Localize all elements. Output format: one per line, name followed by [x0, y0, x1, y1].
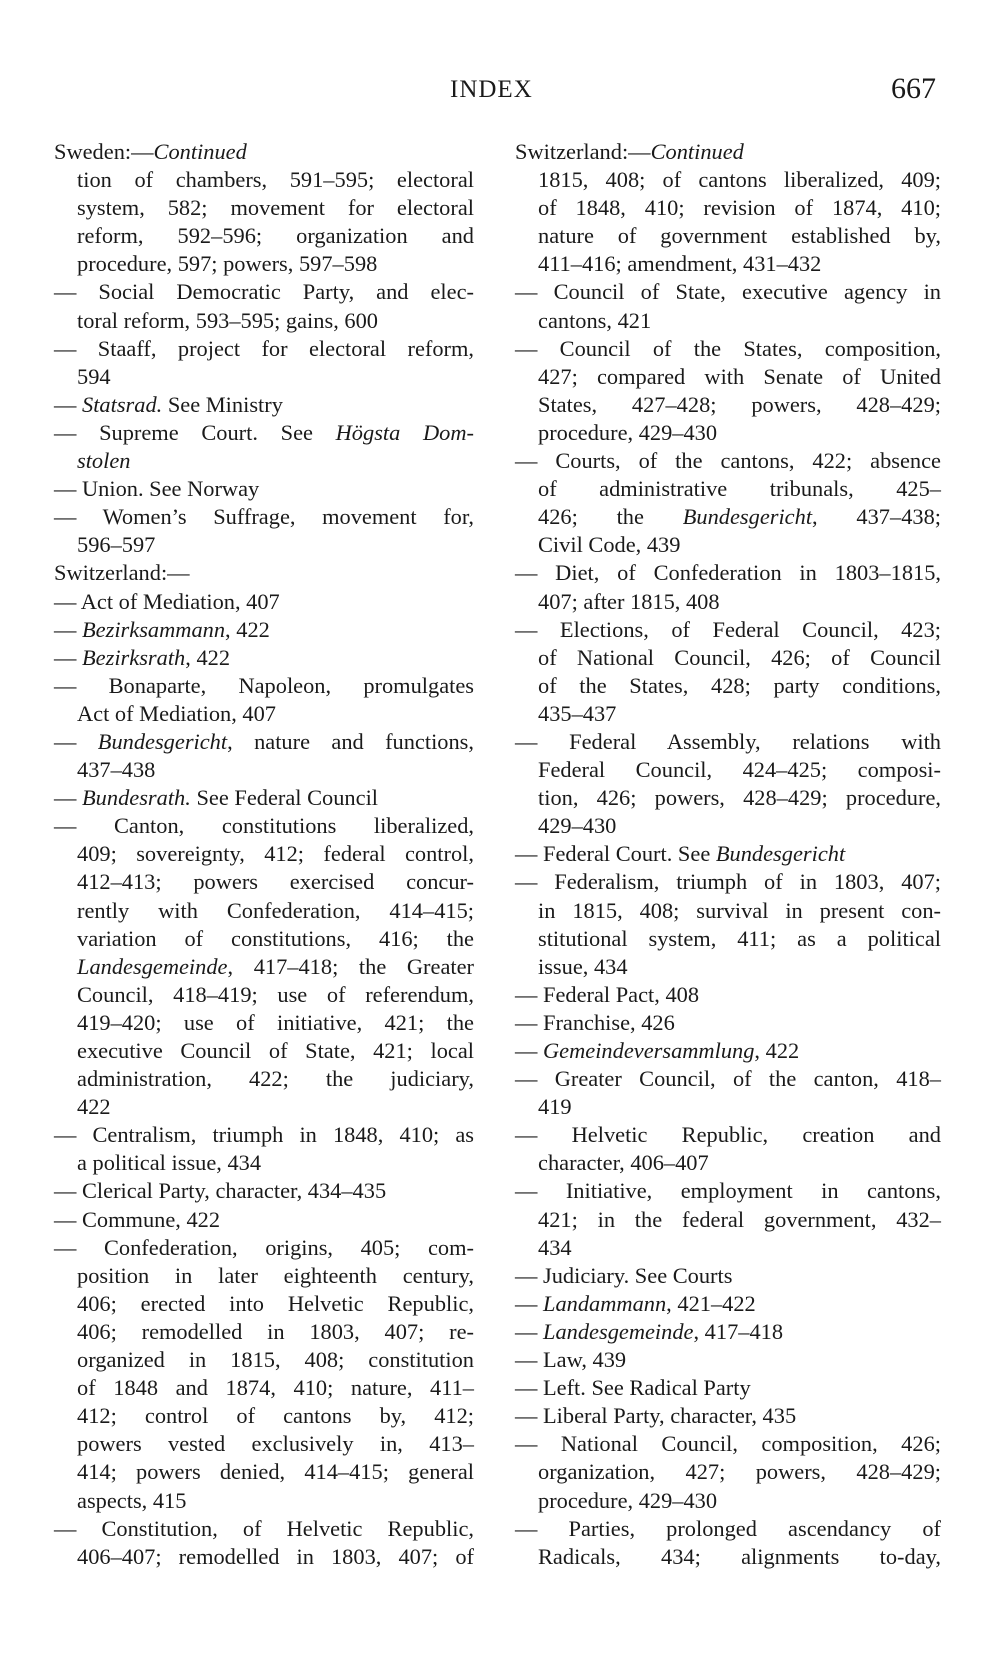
index-entry-line: — Union. See Norway — [54, 476, 260, 502]
index-entry-line: — Helvetic Republic, creation and — [515, 1122, 941, 1148]
index-entry-line: — Federalism, triumph of in 1803, 407; — [515, 869, 941, 895]
index-continuation-line: administration, 422; the judiciary, — [77, 1066, 474, 1092]
index-entry-line: — Federal Pact, 408 — [515, 981, 700, 1007]
index-entry-line: — Federal Assembly, relations with — [515, 728, 941, 754]
page-header — [0, 72, 1000, 116]
index-continuation-line: issue, 434 — [538, 953, 628, 979]
index-continuation-line: 419–420; use of initiative, 421; the — [77, 1009, 474, 1035]
index-continuation-line: stitutional system, 411; as a political — [538, 925, 941, 951]
index-continuation-line: executive Council of State, 421; local — [77, 1038, 474, 1063]
index-continuation-line: powers vested exclusively in, 413– — [77, 1431, 474, 1457]
index-entry-line: — Commune, 422 — [54, 1206, 221, 1232]
index-continuation-line: of the States, 428; party conditions, — [538, 672, 941, 698]
index-entry-line: — Bonaparte, Napoleon, promulgates — [54, 672, 474, 698]
index-continuation-line: Council, 418–419; use of referendum, — [77, 981, 474, 1007]
index-entry-line: — Canton, constitutions liberalized, — [54, 813, 474, 839]
index-continuation-line: nature of government established by, — [538, 223, 941, 249]
index-entry-line: — Courts, of the cantons, 422; absence — [515, 448, 941, 474]
index-entry-line: — Centralism, triumph in 1848, 410; as — [54, 1122, 474, 1148]
index-continuation-line: of 1848, 410; revision of 1874, 410; — [538, 195, 941, 221]
index-continuation-line: 421; in the federal government, 432– — [538, 1206, 941, 1232]
index-entry-line: — Bezirksrath, 422 — [54, 644, 231, 670]
index-continuation-line: 406; remodelled in 1803, 407; re- — [77, 1318, 474, 1344]
index-continuation-line: 412; control of cantons by, 412; — [77, 1403, 474, 1429]
index-entry-line: — Landammann, 421–422 — [515, 1290, 756, 1316]
index-entry-line: — Diet, of Confederation in 1803–1815, — [515, 560, 941, 586]
index-continuation-line: stolen — [77, 448, 131, 474]
index-continuation-line: in 1815, 408; survival in present con- — [538, 897, 941, 923]
index-continuation-line: Federal Council, 424–425; composi- — [538, 757, 941, 783]
index-continuation-line: procedure, 597; powers, 597–598 — [77, 251, 378, 277]
index-continuation-line: system, 582; movement for electoral — [77, 195, 474, 221]
index-entry-line: — Women’s Suffrage, movement for, — [54, 504, 474, 530]
index-continuation-line: 435–437 — [538, 700, 617, 726]
index-entry-line: — Federal Court. See Bundesgericht — [515, 841, 846, 867]
index-continuation-line: aspects, 415 — [77, 1487, 187, 1513]
index-continuation-line: 422 — [77, 1094, 111, 1120]
index-continuation-line: Radicals, 434; alignments to-day, — [538, 1543, 941, 1569]
index-entry-line: — Gemeindeversammlung, 422 — [515, 1038, 800, 1063]
index-continuation-line: tion of chambers, 591–595; electoral — [77, 167, 474, 193]
index-entry-line: — Landesgemeinde, 417–418 — [515, 1318, 784, 1344]
index-continuation-line: 406–407; remodelled in 1803, 407; of — [77, 1543, 474, 1569]
index-entry-line: — Judiciary. See Courts — [515, 1262, 733, 1288]
index-continuation-line: toral reform, 593–595; gains, 600 — [77, 307, 378, 333]
index-entry-line: — Statsrad. See Ministry — [54, 391, 283, 417]
index-entry-line: — Liberal Party, character, 435 — [515, 1403, 797, 1429]
index-continuation-line: variation of constitutions, 416; the — [77, 925, 474, 951]
index-continuation-line: 426; the Bundesgericht, 437–438; — [538, 504, 941, 530]
index-continuation-line: 429–430 — [538, 813, 617, 839]
index-continuation-line: procedure, 429–430 — [538, 419, 718, 445]
index-continuation-line: States, 427–428; powers, 428–429; — [538, 391, 941, 417]
index-entry-line: Sweden:—Continued — [54, 139, 247, 164]
index-continuation-line: 437–438 — [77, 757, 156, 783]
index-entry-line: — Bundesrath. See Federal Council — [54, 785, 379, 811]
page-number: 667 — [891, 72, 936, 105]
index-entry-line: — Left. See Radical Party — [515, 1375, 751, 1401]
index-entry-line: — Council of the States, composition, — [515, 335, 941, 361]
index-continuation-line: 411–416; amendment, 431–432 — [538, 251, 822, 277]
index-continuation-line: character, 406–407 — [538, 1150, 709, 1176]
index-entry-line: Switzerland:—Continued — [515, 139, 744, 164]
index-continuation-line: 409; sovereignty, 412; federal control, — [77, 841, 474, 867]
index-continuation-line: organization, 427; powers, 428–429; — [538, 1459, 941, 1485]
index-entry-line: — Law, 439 — [515, 1347, 627, 1373]
index-entry-line: — Council of State, executive agency in — [515, 279, 941, 305]
index-continuation-line: reform, 592–596; organization and — [77, 223, 474, 249]
index-entry-line: — Supreme Court. See Högsta Dom- — [54, 419, 475, 445]
index-continuation-line: rently with Confederation, 414–415; — [77, 897, 474, 923]
index-entry-line: Switzerland:— — [54, 560, 190, 586]
index-continuation-line: 407; after 1815, 408 — [538, 588, 720, 614]
index-continuation-line: cantons, 421 — [538, 307, 652, 333]
index-continuation-line: Civil Code, 439 — [538, 532, 681, 558]
index-continuation-line: 427; compared with Senate of United — [538, 363, 941, 389]
index-continuation-line: tion, 426; powers, 428–429; procedure, — [538, 785, 941, 811]
index-entry-line: — Clerical Party, character, 434–435 — [54, 1178, 387, 1204]
index-continuation-line: 419 — [538, 1094, 572, 1120]
index-continuation-line: procedure, 429–430 — [538, 1487, 718, 1513]
index-column-right — [515, 138, 941, 1571]
index-continuation-line: of National Council, 426; of Council — [538, 644, 941, 670]
index-continuation-line: position in later eighteenth century, — [77, 1262, 474, 1288]
index-continuation-line: Landesgemeinde, 417–418; the Greater — [77, 953, 474, 979]
index-continuation-line: 596–597 — [77, 532, 156, 558]
index-entry-line: — Initiative, employment in cantons, — [515, 1178, 941, 1204]
page-title: INDEX — [450, 76, 533, 103]
index-entry-line: — Parties, prolonged ascendancy of — [515, 1515, 941, 1541]
index-continuation-line: organized in 1815, 408; constitution — [77, 1347, 474, 1373]
index-continuation-line: 412–413; powers exercised concur- — [77, 869, 474, 895]
index-continuation-line: of administrative tribunals, 425– — [538, 476, 941, 502]
index-continuation-line: 1815, 408; of cantons liberalized, 409; — [538, 167, 941, 193]
index-column-left — [54, 138, 474, 1571]
index-entry-line: — Elections, of Federal Council, 423; — [515, 616, 941, 642]
index-entry-line: — National Council, composition, 426; — [515, 1431, 941, 1457]
index-entry-line: — Staaff, project for electoral reform, — [54, 335, 474, 361]
index-continuation-line: 414; powers denied, 414–415; general — [77, 1459, 474, 1485]
index-entry-line: — Greater Council, of the canton, 418– — [515, 1066, 941, 1092]
index-continuation-line: a political issue, 434 — [77, 1150, 262, 1176]
index-entry-line: — Franchise, 426 — [515, 1009, 675, 1035]
index-continuation-line: Act of Mediation, 407 — [77, 700, 276, 726]
index-entry-line: — Constitution, of Helvetic Republic, — [54, 1515, 474, 1541]
index-entry-line: — Bezirksammann, 422 — [54, 616, 270, 642]
index-entry-line: — Act of Mediation, 407 — [54, 588, 280, 614]
index-entry-line: — Social Democratic Party, and elec- — [54, 279, 474, 305]
index-continuation-line: of 1848 and 1874, 410; nature, 411– — [77, 1375, 474, 1401]
index-continuation-line: 406; erected into Helvetic Republic, — [77, 1290, 474, 1316]
index-entry-line: — Confederation, origins, 405; com- — [54, 1234, 474, 1260]
index-continuation-line: 434 — [538, 1234, 572, 1260]
index-entry-line: — Bundesgericht, nature and functions, — [54, 728, 474, 754]
index-continuation-line: 594 — [77, 363, 111, 389]
